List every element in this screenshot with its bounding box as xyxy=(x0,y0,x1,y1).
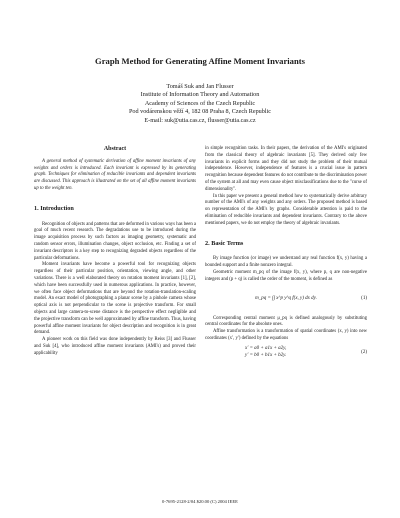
right-column xyxy=(205,146,367,362)
basic-paragraph-1: By image function (or image) we understand any real function f(x, y) having a bounded support and a finite nonzero integral. xyxy=(205,256,367,269)
paper-title: Graph Method for Generating Affine Moment Invariants xyxy=(95,56,305,66)
author-block xyxy=(0,83,400,125)
equation-2-line-1: x′ = a0 + a1x + a2y, xyxy=(245,345,287,351)
equation-1-number: (1) xyxy=(361,295,367,301)
copyright-footer: 0-7695-2128-2/04 $20.00 (C) 2004 IEEE xyxy=(162,499,238,504)
address: Pod vodárenskou věží 4, 182 08 Praha 8, Czech Republic xyxy=(128,108,272,116)
section-1-heading: 1. Introduction xyxy=(34,204,74,212)
basic-paragraph-2: Geometric moment m_pq of the image f(x, y), where p, q are non-negative integers and (p + q) is called the order of the moment, is defined as xyxy=(205,269,367,282)
left-column xyxy=(34,146,196,358)
equation-1 xyxy=(205,288,367,312)
section-2-heading: 2. Basic Terms xyxy=(205,239,244,247)
affiliation-institute: Institute of Information Theory and Automation xyxy=(140,91,260,99)
intro-paragraph-2: Moment invariants have become a powerful tool for recognizing objects regardless of their particular position, orientation, viewing angle, and other variations. There is a well elaborated theory on rotation moment invariants [1], [2], which have been successfully used in numerous applications. In practice, however, we often face object deformations that are beyond the rotation-translation-scaling model. An exact model of photographing a planar scene by a pinhole camera whose optical axis is not perpendicular to the scene is projective transform. For small objects and large camera-to-scene distance is the perspective effect negligible and the projective transform can be well approximated by affine transform. Thus, having powerful affine moment invariants for object description and recognition is in great demand. xyxy=(34,262,196,336)
right-paragraph-2: In this paper we present a general method how to systematically derive arbitrary number of the AMI's of any weights and any orders. The proposed method is based on representation of the AMI's by graphs. Considerable attention is paid to the elimination of reducible invariants and dependent invariants. Contrary to the above mentioned papers, we do not employ the theory of algebraic invariants. xyxy=(205,193,367,226)
authors: Tomáš Suk and Jan Flusser xyxy=(166,83,234,90)
abstract-text: A general method of systematic derivation of affine moment invariants of any weights and orders is introduced. Each invariant is expressed by its generating graph. Techniques for elimination of reducible invariants and dependent invariants are discussed. This approach is illustrated on the set of all affine moment invariants up to the weight ten. xyxy=(34,158,196,191)
equation-1-text: m_pq = ∫∫ x^p y^q f(x, y) dx dy. xyxy=(255,295,317,301)
affiliation-academy: Academy of Sciences of the Czech Republic xyxy=(144,99,256,107)
email: E-mail: suk@utia.cas.cz, flusser@utia.cas.cz xyxy=(144,116,256,124)
basic-paragraph-3: Corresponding central moment μ_pq is defined analogously by substituting central coordinates for the absolute ones. xyxy=(205,315,367,328)
right-paragraph-1: in simple recognition tasks. In their papers, the derivation of the AMI's originated from the classical theory of algebraic invariants [5]. They derived only few invariants in explicit forms and they did not study the problem of their mutual independence. However, independence of features is a crucial issue in pattern recognition because dependent features do not contribute to the discrimination power of the system at all and may even cause object misclassifications due to the "curse of dimensionality". xyxy=(205,146,367,192)
intro-paragraph-1: Recognition of objects and patterns that are deformed in various ways has been a goal of much recent research. The degradations use to be introduced during the image acquisition process by such factors as imaging geometry, systematic and random sensor errors, illumination changes, object occlusion, etc. Finding a set of invariant descriptors is a key step to recognizing degraded objects regardless of the particular deformations. xyxy=(34,221,196,261)
equation-2-line-2: y′ = b0 + b1x + b2y. xyxy=(245,352,287,358)
intro-paragraph-3: A pioneer work on this field was done independently by Reiss [3] and Flusser and Suk [4], who introduced affine moment invariants (AMI's) and proved their applicability xyxy=(34,337,196,356)
abstract-heading: Abstract xyxy=(103,146,127,152)
basic-paragraph-4: Affine transformation is a transformation of spatial coordinates (x, y) into new coordinates (x′, y′) defined by the equations xyxy=(205,329,367,341)
equation-2-number: (2) xyxy=(361,349,367,355)
equation-2 xyxy=(205,346,367,362)
